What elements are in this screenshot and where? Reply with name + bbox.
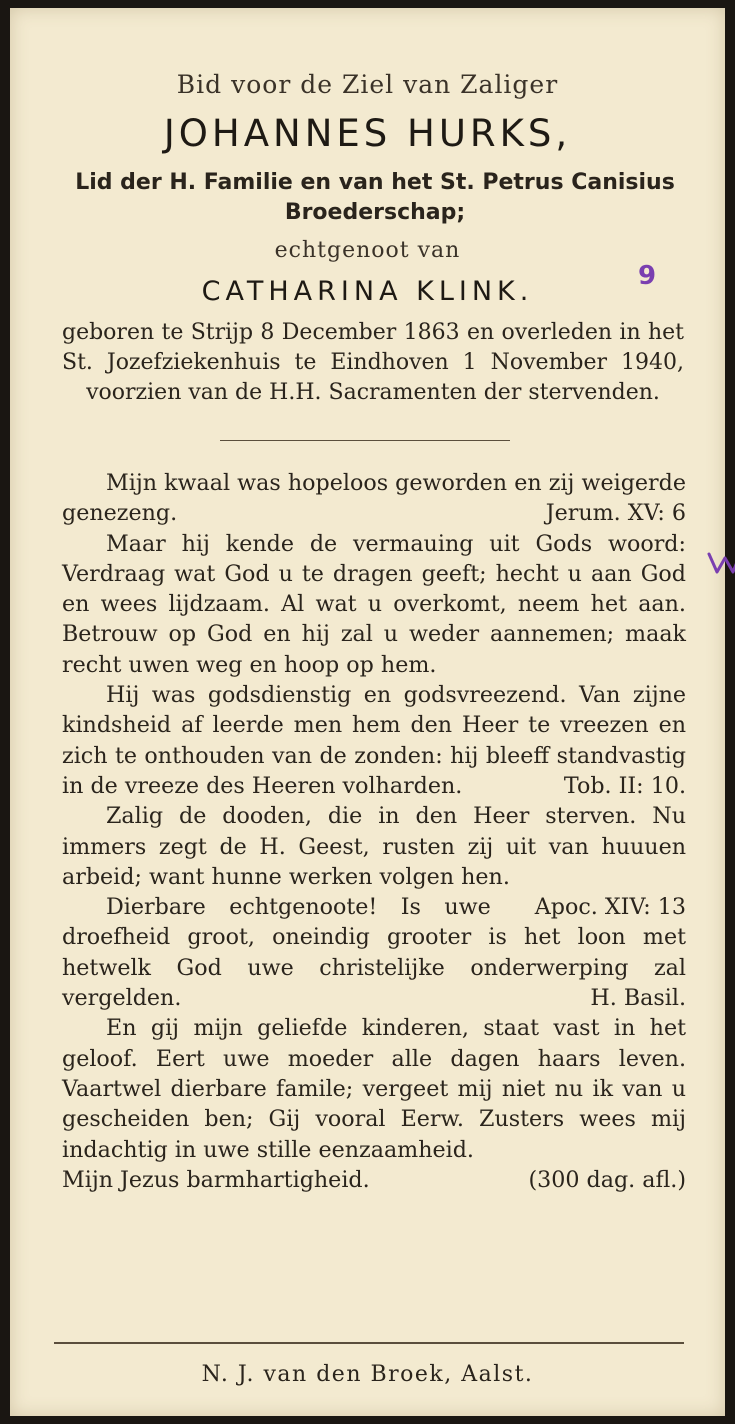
paragraph-text: En gij mijn geliefde kinderen, staat vast in het geloof. Eert uwe moeder alle dagen haars leven. Vaartwel dierbare famile; vergeet mij niet nu ik van u gescheiden ben; Gij vooral Eerw. Zusters wees mij indachtig in uwe stille eenzaamheid. [62, 1015, 686, 1163]
scripture-reference: Tob. II: 10. [563, 772, 686, 799]
paragraph-text: Mijn kwaal was hopeloos geworden en zij weigerde genezeng. [62, 470, 686, 527]
paragraph-3 [62, 680, 686, 801]
indulgence-line [62, 1165, 686, 1195]
divider-long [54, 1342, 684, 1344]
paragraph-2 [62, 529, 686, 680]
scripture-reference: Jerum. XV: 6 [545, 500, 686, 527]
paragraph-4 [62, 801, 686, 921]
handwritten-number-mark: 9 [638, 261, 657, 291]
memorial-card [10, 8, 725, 1416]
indulgence-prayer: Mijn Jezus barmhartigheid. [62, 1166, 370, 1193]
paragraph-text: Dierbare echtgenoote! Is uwe droefheid groot, oneindig grooter is het loon met hetwelk God uwe christelijke onderwerping zal vergelden. [62, 894, 686, 1012]
paragraph-text: Hij was godsdienstig en godsvreezend. Van zijne kindsheid af leerde men hem den Heer te vreezen en zich te onthouden van de zonden: hij bleeff standvastig in de vreeze des Heeren volharden. [62, 682, 686, 799]
indulgence-reference: (300 dag. afl.) [528, 1166, 686, 1193]
membership-line: Lid der H. Familie en van het St. Petrus Canisius Broederschap; [75, 170, 675, 225]
deceased-name: JOHANNES HURKS, [163, 112, 572, 155]
spouse-name: CATHARINA KLINK. [201, 276, 534, 307]
paragraph-1 [62, 468, 686, 529]
scripture-reference: Apoc. XIV: 13 [534, 894, 686, 921]
paragraph-text: Zalig de dooden, die in den Heer sterven. Nu immers zegt de H. Geest, rusten zij uit van huuuen arbeid; want hunne werken volgen hen. [62, 803, 686, 890]
printer-line: N. J. van den Broek, Aalst. [201, 1362, 534, 1387]
paragraph-6 [62, 1013, 686, 1164]
handwritten-w-icon [707, 548, 735, 578]
handwritten-w-mark [707, 548, 735, 585]
paragraph-text: Maar hij kende de vermauing uit Gods woord: Verdraag wat God u te dragen geeft; hecht u aan God en wees lijdzaam. Al wat u overkomt, neem het aan. Betrouw op God en hij zal u weder aannemen; maak recht uwen weg en hoop op hem. [62, 530, 686, 678]
spouse-intro: echtgenoot van [274, 238, 461, 263]
prayer-text [62, 468, 686, 1195]
scripture-reference: H. Basil. [590, 985, 686, 1012]
invocation-line: Bid voor de Ziel van Zaliger [176, 70, 559, 99]
divider-short [220, 440, 510, 441]
biography-paragraph: geboren te Strijp 8 December 1863 en overleden in het St. Jozefziekenhuis te Eindhoven 1 November 1940, voorzien van de H.H. Sacramenten der stervenden. [62, 320, 684, 405]
